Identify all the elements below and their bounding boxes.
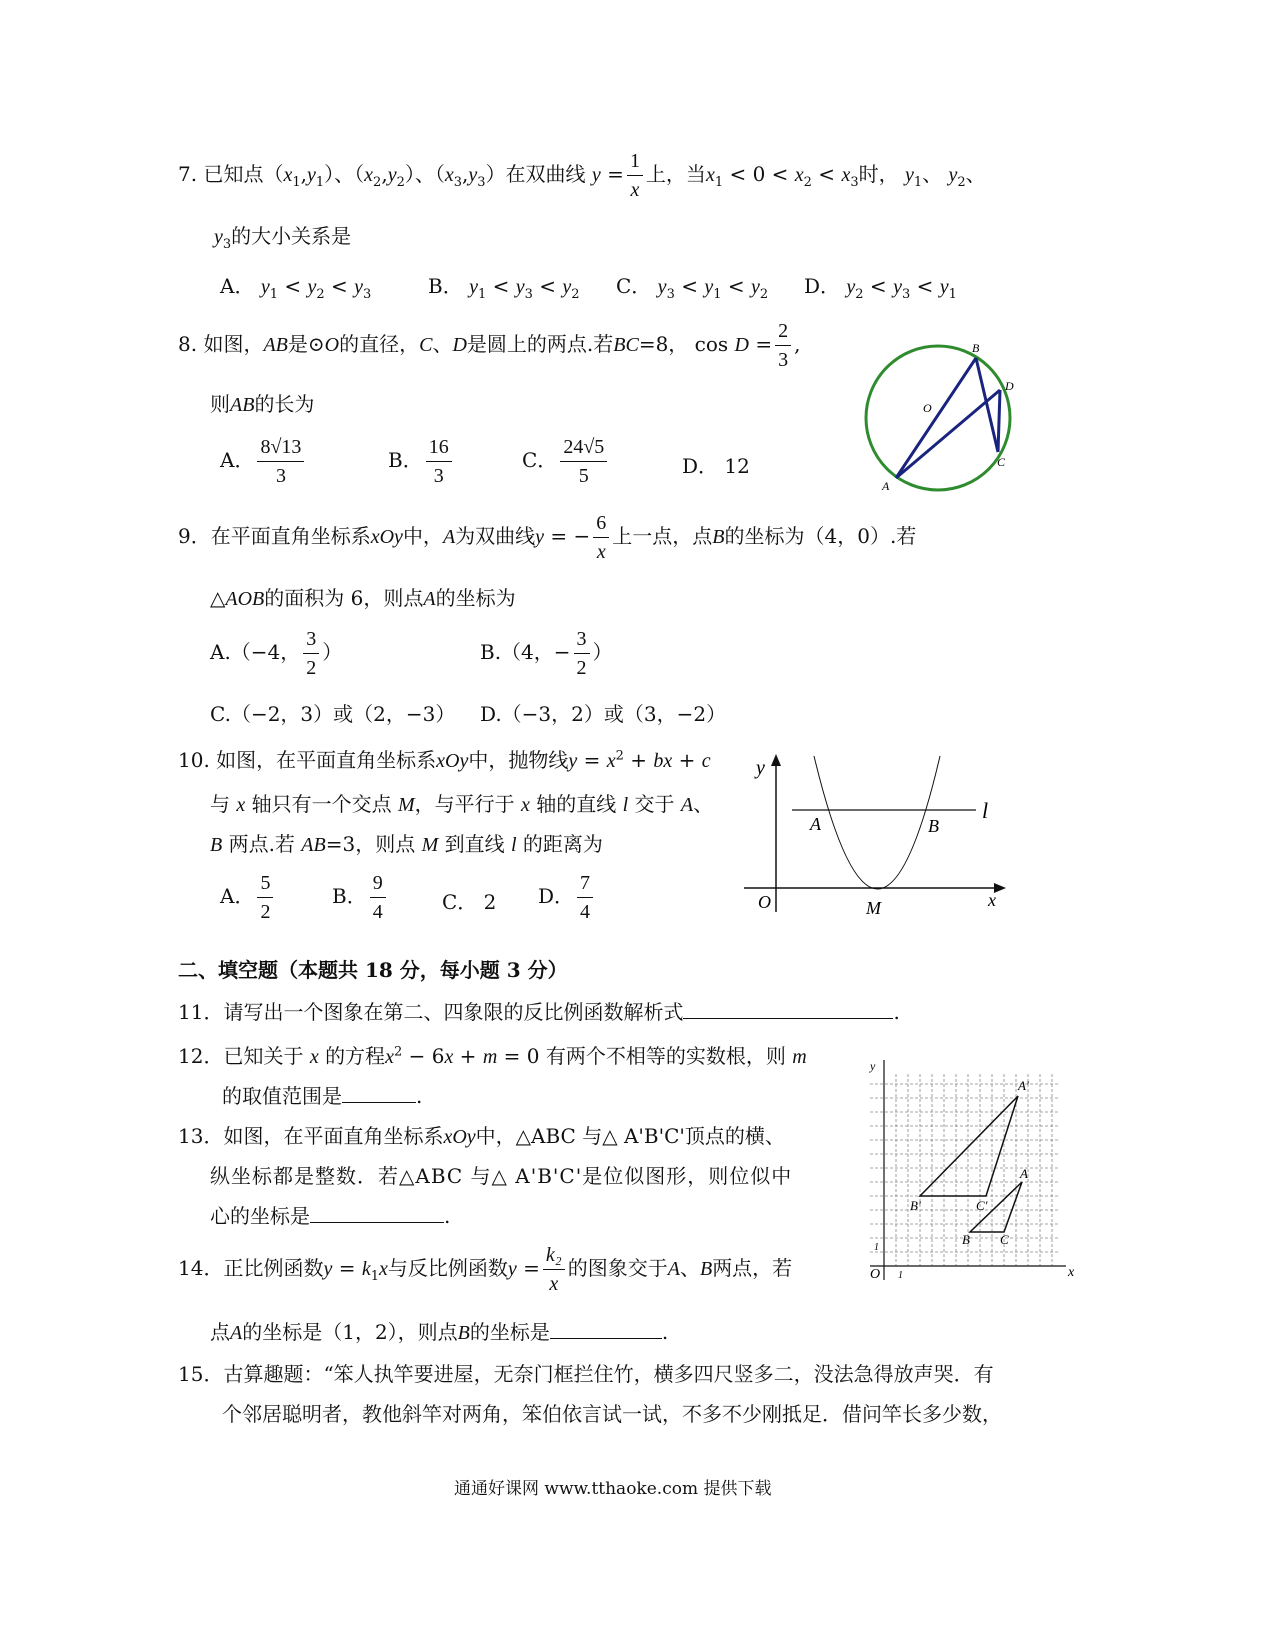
label-y: y <box>870 1059 876 1073</box>
label-b: B <box>972 341 980 355</box>
label-b2: B' <box>910 1198 921 1213</box>
q7-option-a[interactable]: A． $y_1 < y_2 < y_3$ <box>220 274 372 302</box>
question-9: 9．在平面直角坐标系xOy中，A为双曲线y = − $\frac{6}{x}$ 上一点，点B的坐标为（4，0）.若 <box>178 508 916 566</box>
q10-option-a[interactable]: A． $\frac{5}{2}$ <box>220 868 276 926</box>
footer: 通通好课网 www.tthaoke.com 提供下载 <box>454 1479 772 1499</box>
q8-option-b[interactable]: B． $\frac{16}{3}$ <box>388 432 455 490</box>
segment-ad <box>896 390 1000 478</box>
q10-option-d[interactable]: D． $\frac{7}{4}$ <box>538 868 596 926</box>
q7-option-c[interactable]: C． $y_3 < y_1 < y_2$ <box>616 274 769 302</box>
q13-line2: 纵坐标都是整数．若△ABC 与△ A'B'C'是位似图形，则位似中 <box>210 1164 793 1188</box>
q8-cos-fraction: $\frac{2}{3}$ <box>775 317 791 374</box>
q8-option-c[interactable]: C． $\frac{24√5}{5}$ <box>522 432 610 490</box>
label-a: A <box>882 479 890 493</box>
q14-answer-blank[interactable] <box>550 1320 662 1339</box>
label-one-y: 1 <box>874 1242 879 1253</box>
label-y: y <box>756 757 765 779</box>
label-a: A <box>810 814 821 834</box>
question-11: 11．请写出一个图象在第二、四象限的反比例函数解析式 . <box>178 1000 900 1024</box>
q7-number: 7. <box>178 162 198 186</box>
label-b: B <box>928 816 939 836</box>
segment-ab <box>896 358 976 478</box>
label-d: D <box>1005 379 1014 393</box>
parabola <box>814 756 940 889</box>
q10-option-c[interactable]: C． 2 <box>442 890 497 914</box>
q9-option-c[interactable]: C.（−2，3）或（2，−3） <box>210 702 456 726</box>
triangle-a2b2c2 <box>920 1096 1018 1196</box>
question-7: 7. 已知点$(x_1,y_1)$、$(x_2,y_2)$、$(x_3,y_3)$在双曲线 y = $\frac{1}{x}$ 上，当$x_1 < 0 < x_2 < x_3$时， $y_1$、 $y_2$、 <box>178 146 986 211</box>
q9-option-d[interactable]: D.（−3，2）或（3，−2） <box>480 702 727 726</box>
q9-option-a[interactable]: A.（−4， $\frac{3}{2}$ ） <box>210 624 342 682</box>
segment-dc <box>998 390 1000 452</box>
q9-line2: △AOB的面积为 6，则点A的坐标为 <box>210 586 516 610</box>
q7-option-d[interactable]: D． $y_2 < y_3 < y_1$ <box>804 274 957 302</box>
q15-line2: 个邻居聪明者，教他斜竿对两角，笨伯依言试一试，不多不少刚抵足．借问竿长多少数， <box>222 1402 1002 1426</box>
label-b: B <box>962 1232 970 1247</box>
section-heading: 二、填空题（本题共 18 分，每小题 3 分） <box>178 958 568 982</box>
question-15: 15．古算趣题：“笨人执竿要进屋，无奈门框拦住竹，横多四尺竖多二，没法急得放声哭．有 <box>178 1362 994 1386</box>
q7-option-b[interactable]: B． $y_1 < y_3 < y_2$ <box>428 274 580 302</box>
q10-line3: B 两点.若 AB=3，则点 M 到直线 l 的距离为 <box>210 832 603 856</box>
q10-line2: 与 x 轴只有一个交点 M，与平行于 x 轴的直线 l 交于 A、 <box>210 792 714 816</box>
question-10: 10. 如图，在平面直角坐标系xOy中，抛物线$y = x^2$ + bx + c <box>178 748 711 772</box>
label-o: O <box>758 892 771 912</box>
label-o: O <box>923 401 932 415</box>
q13-grid-figure <box>862 1054 1080 1284</box>
label-l: l <box>982 798 989 823</box>
question-12: 12．已知关于 x 的方程$x^2 - 6x + m = 0$ 有两个不相等的实数根，则 m <box>178 1044 807 1068</box>
q14-line2: 点A的坐标是（1，2），则点B的坐标是 . <box>210 1320 669 1344</box>
label-c: C <box>1000 1232 1009 1247</box>
q9-option-b[interactable]: B.（4，− $\frac{3}{2}$ ） <box>480 624 613 682</box>
q7-line2: $y_3$的大小关系是 <box>214 224 352 252</box>
label-m: M <box>866 898 881 918</box>
question-13: 13．如图，在平面直角坐标系xOy中，△ABC 与△ A'B'C'顶点的横、 <box>178 1124 785 1148</box>
q8-line2: 则AB的长为 <box>210 392 315 416</box>
q8-option-a[interactable]: A． $\frac{8√13}{3}$ <box>220 432 307 490</box>
q13-answer-blank[interactable] <box>310 1204 444 1223</box>
circle-o <box>866 346 1010 490</box>
q8-circle-figure <box>860 338 1030 498</box>
label-one-x: 1 <box>898 1270 903 1281</box>
q11-answer-blank[interactable] <box>683 1000 893 1019</box>
q9-fraction: $\frac{6}{x}$ <box>593 509 609 566</box>
q13-line3: 心的坐标是 . <box>210 1204 451 1228</box>
q12-line2: 的取值范围是 . <box>222 1084 423 1108</box>
q12-answer-blank[interactable] <box>342 1084 416 1103</box>
label-c2: C' <box>976 1198 988 1213</box>
q7-fraction: $\frac{1}{x}$ <box>627 147 643 204</box>
label-o: O <box>870 1267 881 1282</box>
label-c: C <box>997 455 1006 469</box>
label-a: A <box>1020 1166 1028 1181</box>
label-x: x <box>988 890 996 910</box>
label-a2: A' <box>1018 1078 1029 1093</box>
q8-option-d[interactable]: D． 12 <box>682 454 750 478</box>
question-8: 8. 如图，AB是⊙O的直径，C、D是圆上的两点.若BC=8， cos D = $\frac{2}{3}$ , <box>178 316 800 374</box>
q10-option-b[interactable]: B． $\frac{9}{4}$ <box>332 868 389 926</box>
y-axis-arrow <box>771 754 781 766</box>
label-x: x <box>1068 1265 1075 1280</box>
q14-fraction: $\frac{\text{k₂}}{x}$ <box>543 1241 565 1298</box>
question-14: 14．正比例函数$y = k_1x$与反比例函数y = $\frac{\text{k₂}}{x}$ 的图象交于A、B两点，若 <box>178 1240 792 1305</box>
q10-parabola-figure <box>736 752 1016 924</box>
